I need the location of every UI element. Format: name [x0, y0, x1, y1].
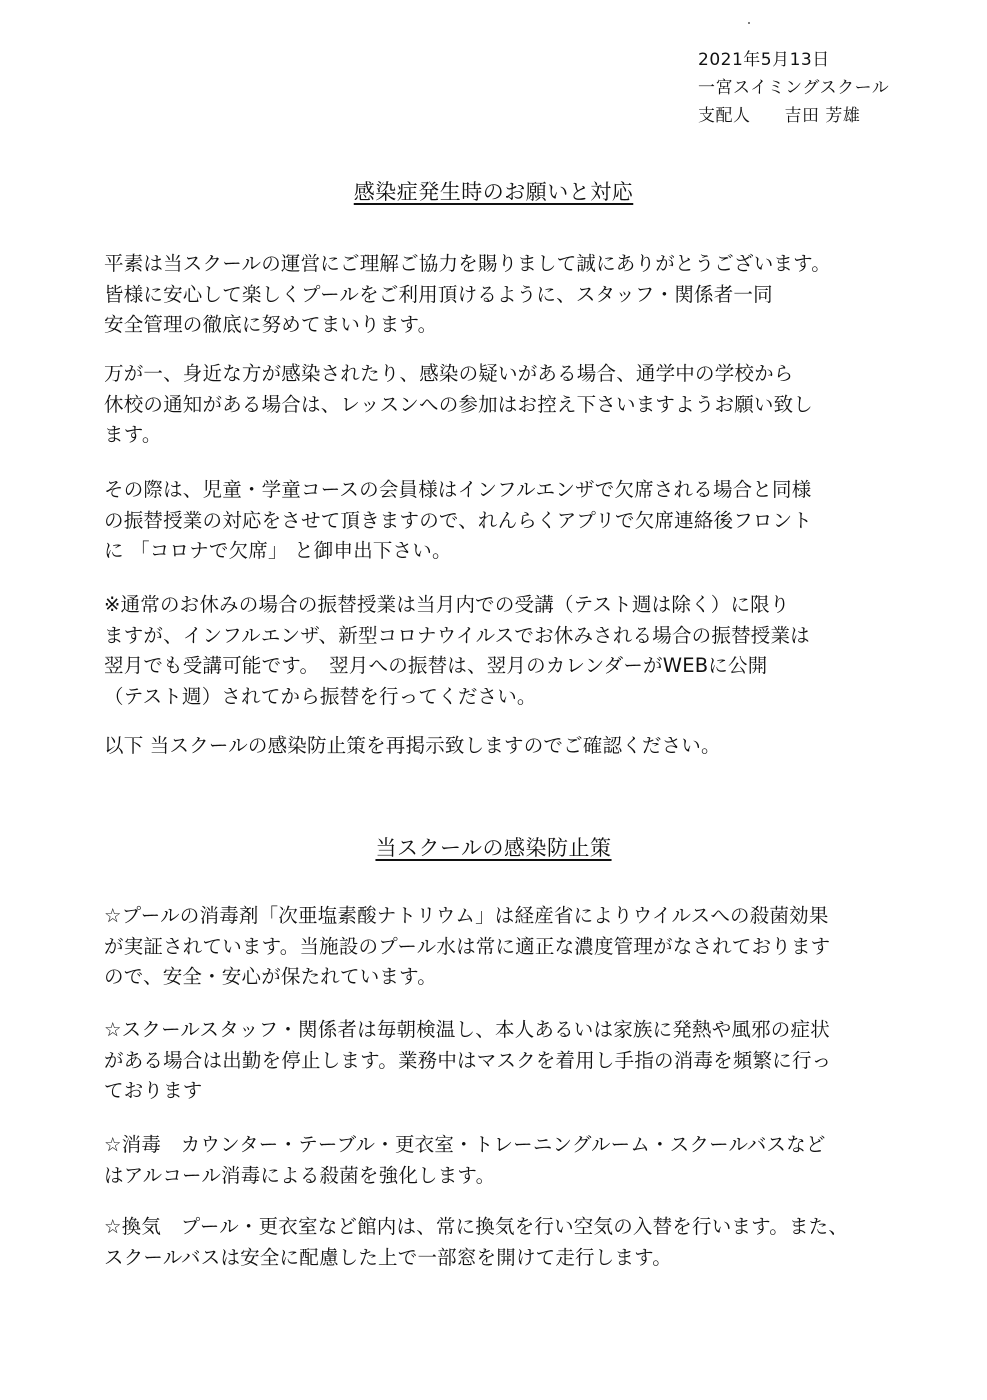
notice-paragraph-greeting	[104, 249, 914, 341]
measure-item-staff-health	[104, 1015, 914, 1107]
paragraph-line: ております	[104, 1079, 203, 1102]
signatory	[698, 102, 968, 130]
paragraph-line: 翌月でも受講可能です。 翌月への振替は、翌月のカレンダーがWEBに公開	[104, 654, 768, 677]
notice-paragraph-makeup-rules	[104, 590, 914, 712]
paragraph-line: に 「コロナで欠席」 と御申出下さい。	[104, 539, 452, 562]
measure-item-ventilation	[104, 1212, 914, 1273]
paragraph-line: はアルコール消毒による殺菌を強化します。	[104, 1163, 496, 1187]
paragraph-line: の振替授業の対応をさせて頂きますので、れんらくアプリで欠席連絡後フロント	[104, 508, 813, 532]
paragraph-line: 安全管理の徹底に努めてまいります。	[104, 313, 438, 336]
paragraph-line: がある場合は出勤を停止します。業務中はマスクを着用し手指の消毒を頻繁に行っ	[104, 1048, 832, 1072]
paragraph-line: ので、安全・安心が保たれています。	[104, 965, 437, 988]
paragraph-line: ☆消毒 カウンター・テーブル・更衣室・トレーニングルーム・スクールバスなど	[104, 1133, 826, 1156]
paragraph-line: ます。	[104, 423, 162, 446]
paragraph-line: スクールバスは安全に配慮した上で一部窓を開けて走行します。	[104, 1245, 672, 1269]
notice-paragraph-reposting	[104, 731, 914, 762]
paragraph-line: 平素は当スクールの運営にご理解ご協力を賜りまして誠にありがとうございます。	[104, 252, 831, 275]
scan-artifact	[748, 22, 750, 24]
paragraph-line: ☆プールの消毒剤「次亜塩素酸ナトリウム」は経産省によりウイルスへの殺菌効果	[104, 904, 829, 927]
paragraph-line: が実証されています。当施設のプール水は常に適正な濃度管理がなされております	[104, 934, 831, 958]
notice-paragraph-infection-request	[104, 359, 914, 451]
measure-item-pool-disinfectant	[104, 901, 914, 993]
paragraph-line: 万が一、身近な方が感染されたり、感染の疑いがある場合、通学中の学校から	[104, 362, 794, 385]
paragraph-line: 以下 当スクールの感染防止策を再掲示致しますのでご確認ください。	[104, 734, 721, 757]
paragraph-line: ますが、インフルエンザ、新型コロナウイルスでお休みされる場合の振替授業は	[104, 623, 810, 647]
paragraph-line: ※通常のお休みの場合の振替授業は当月内での受講（テスト週は除く）に限り	[104, 593, 790, 616]
letter-header	[698, 46, 968, 130]
paragraph-line: ☆スクールスタッフ・関係者は毎朝検温し、本人あるいは家族に発熱や風邪の症状	[104, 1018, 830, 1041]
organization-name: 一宮スイミングスクール	[698, 78, 890, 98]
paragraph-line: 休校の通知がある場合は、レッスンへの参加はお控え下さいますようお願い致し	[104, 392, 814, 416]
manager-title: 支配人	[698, 106, 751, 126]
paragraph-line: 皆様に安心して楽しくプールをご利用頂けるように、スタッフ・関係者一同	[104, 282, 773, 306]
notice-title: 感染症発生時のお願いと対応	[353, 180, 634, 204]
paragraph-line: （テスト週）されてから振替を行ってください。	[104, 684, 537, 708]
measures-title: 当スクールの感染防止策	[375, 836, 612, 860]
notice-paragraph-makeup-lessons	[104, 475, 914, 567]
manager-name: 吉田 芳雄	[784, 106, 861, 126]
letter-date: 2021年5月13日	[698, 50, 830, 70]
paragraph-line: その際は、児童・学童コースの会員様はインフルエンザで欠席される場合と同様	[104, 478, 812, 501]
paragraph-line: ☆換気 プール・更衣室など館内は、常に換気を行い空気の入替を行います。また、	[104, 1215, 849, 1238]
measure-item-disinfection	[104, 1130, 914, 1191]
